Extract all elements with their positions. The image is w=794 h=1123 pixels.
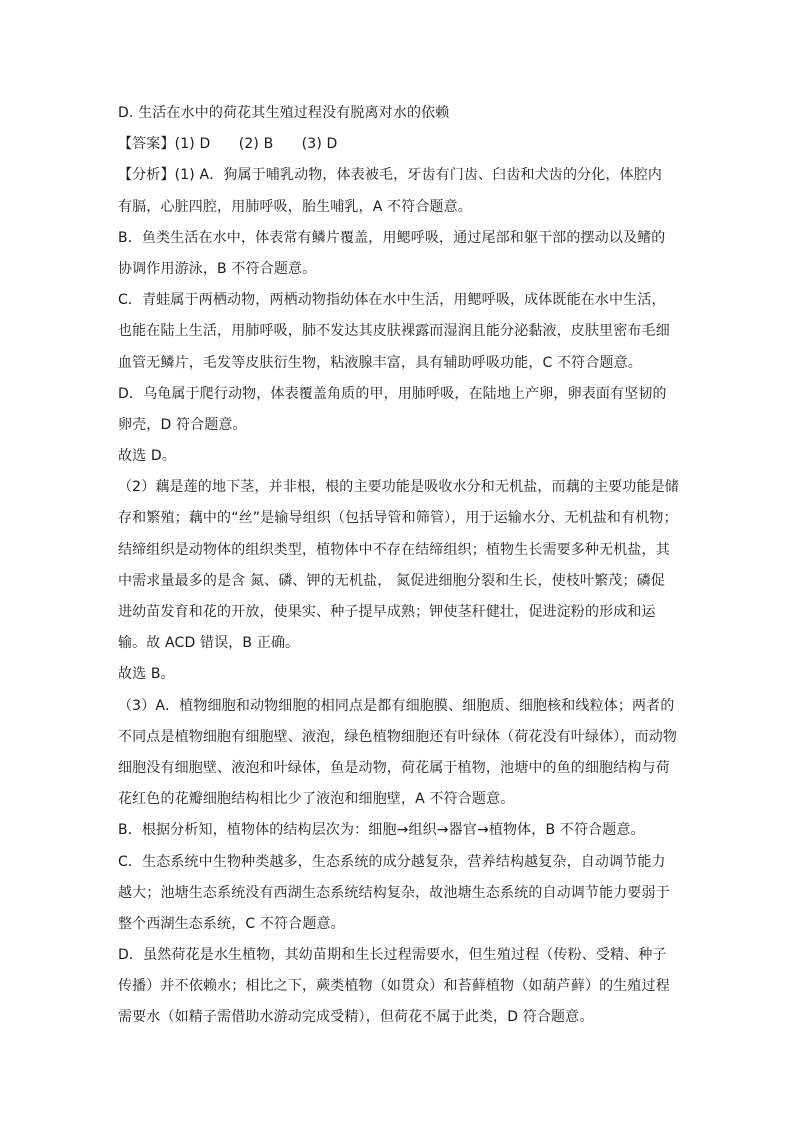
analysis-line: 卵壳，D 符合题意。 [118, 416, 247, 433]
analysis-line: 也能在陆上生活，用肺呼吸，肺不发达其皮肤裸露而湿润且能分泌黏液，皮肤里密布毛细 [118, 323, 670, 340]
analysis-line: （3）A．植物细胞和动物细胞的相同点是都有细胞膜、细胞质、细胞核和线粒体；两者的 [118, 697, 675, 714]
analysis-line: 【分析】(1) A．狗属于哺乳动物，体表被毛，牙齿有门齿、臼齿和犬齿的分化，体腔内 [118, 167, 663, 184]
analysis-line: C．生态系统中生物种类越多，生态系统的成分越复杂，营养结构越复杂，自动调节能力 [118, 853, 666, 870]
analysis-line: D．乌龟属于爬行动物，体表覆盖角质的甲，用肺呼吸，在陆地上产卵，卵表面有坚韧的 [118, 385, 667, 402]
analysis-line: 进幼苗发育和花的开放，使果实、种子提早成熟；钾使茎秆健壮，促进淀粉的形成和运 [118, 604, 656, 620]
analysis-line: C．青蛙属于两栖动物，两栖动物指幼体在水中生活，用鳃呼吸，成体既能在水中生活， [118, 292, 666, 309]
analysis-line: 细胞没有细胞壁、液泡和叶绿体，鱼是动物，荷花属于植物，池塘中的鱼的细胞结构与荷 [118, 759, 670, 776]
answer-line: 【答案】(1) D (2) B (3) D [118, 136, 338, 153]
analysis-line: 不同点是植物细胞有细胞壁、液泡，绿色植物细胞还有叶绿体（荷花没有叶绿体），而动物 [118, 728, 677, 745]
analysis-line: B．鱼类生活在水中，体表常有鳞片覆盖，用鳃呼吸，通过尾部和躯干部的摆动以及鳍的 [118, 229, 666, 246]
analysis-line: 花红色的花瓣细胞结构相比少了液泡和细胞壁，A 不符合题意。 [118, 791, 515, 808]
analysis-line: B．根据分析知，植物体的结构层次为：细胞→组织→器官→植物体，B 不符合题意。 [118, 822, 645, 839]
choice-line: 故选 D。 [118, 448, 176, 465]
analysis-line: 有膈，心脏四腔，用肺呼吸，胎生哺乳，A 不符合题意。 [118, 198, 472, 215]
analysis-line: 整个西湖生态系统，C 不符合题意。 [118, 915, 345, 932]
analysis-line: 输。故 ACD 错误，B 正确。 [118, 635, 300, 652]
analysis-line: 结缔组织是动物体的组织类型，植物体中不存在结缔组织；植物生长需要多种无机盐，其 [118, 541, 670, 558]
analysis-line: 中需求量最多的是含 氮、磷、钾的无机盐， 氮促进细胞分裂和生长，使枝叶繁茂；磷促 [118, 572, 665, 589]
analysis-line: （2）藕是莲的地下茎，并非根，根的主要功能是吸收水分和无机盐，而藕的主要功能是储 [118, 479, 679, 496]
analysis-line: D．虽然荷花是水生植物，其幼苗期和生长过程需要水，但生殖过程（传粉、受精、种子 [118, 947, 667, 964]
analysis-line: 协调作用游泳，B 不符合题意。 [118, 260, 317, 277]
analysis-line: 血管无鳞片，毛发等皮肤衍生物，粘液腺丰富，具有辅助呼吸功能，C 不符合题意。 [118, 354, 642, 371]
analysis-line: 越大；池塘生态系统没有西湖生态系统结构复杂，故池塘生态系统的自动调节能力要弱于 [118, 884, 670, 901]
document-page [118, 98, 678, 1034]
analysis-line: 传播）并不依赖水；相比之下，蕨类植物（如贯众）和苔藓植物（如葫芦藓）的生殖过程 [118, 978, 670, 995]
analysis-line: 存和繁殖；藕中的“丝”是输导组织（包括导管和筛管），用于运输水分、无机盐和有机物； [118, 510, 678, 527]
option-d-line: D. 生活在水中的荷花其生殖过程没有脱离对水的依赖 [118, 105, 450, 121]
choice-line: 故选 B。 [118, 666, 175, 683]
analysis-line: 需要水（如精子需借助水游动完成受精），但荷花不属于此类，D 符合题意。 [118, 1009, 594, 1026]
